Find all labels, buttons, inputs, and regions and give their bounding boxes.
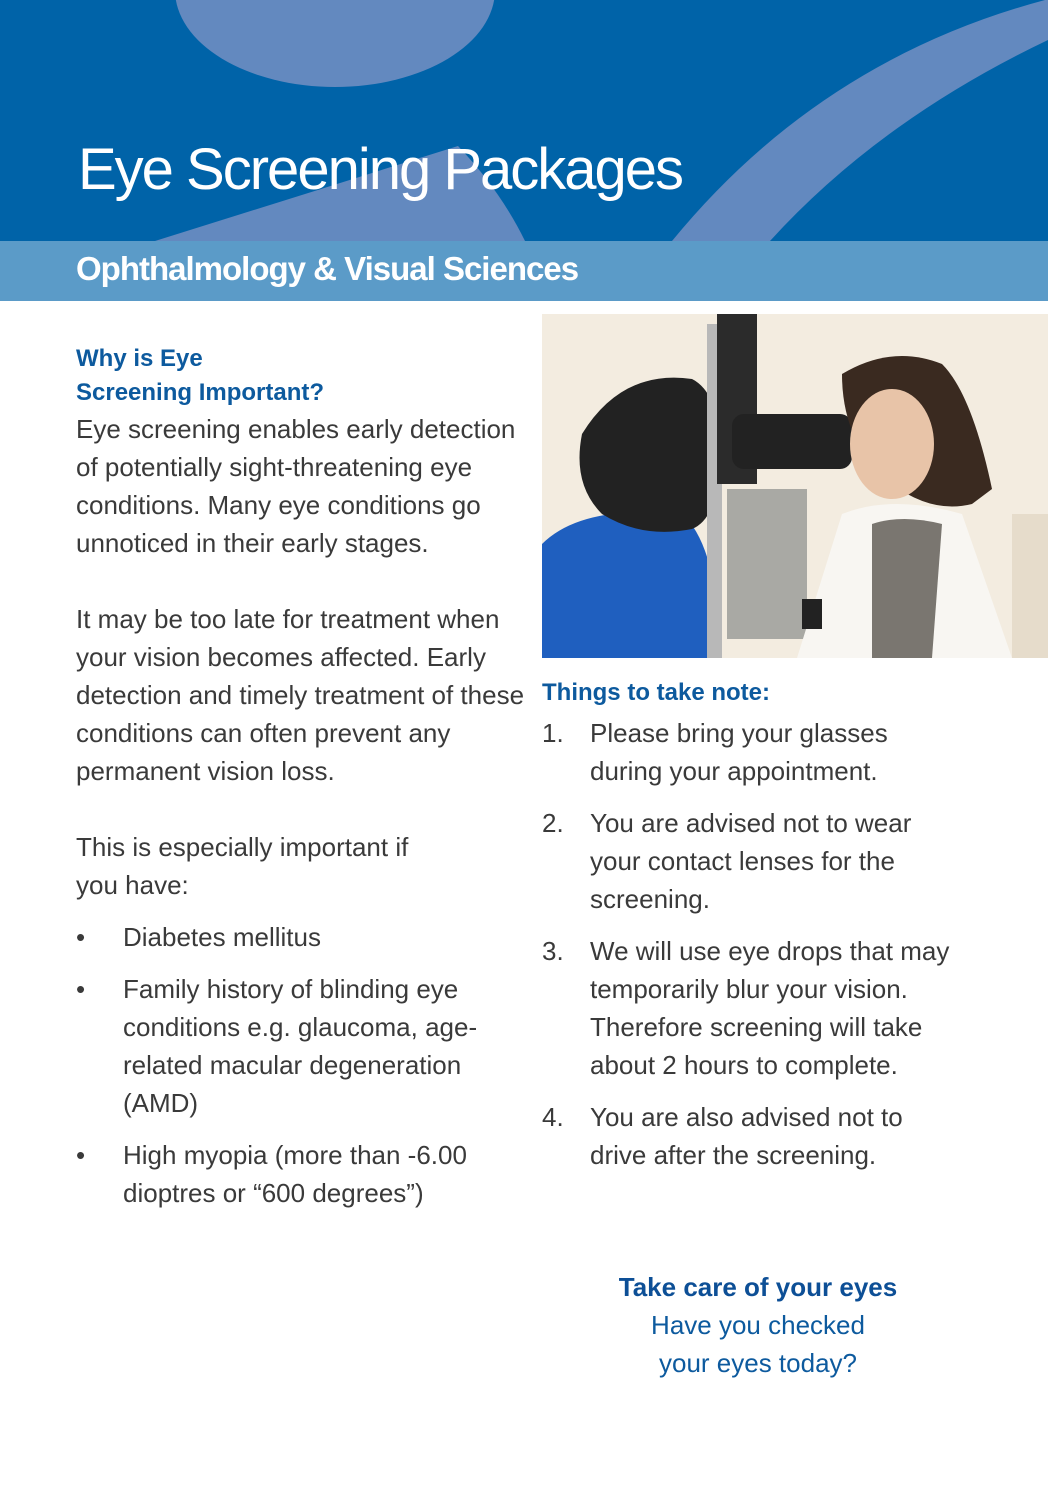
note-text: You are advised not to wear your contact lenses for the screening.	[590, 808, 912, 914]
condition-text: Family history of blinding eye conditions e.g. glaucoma, age-related macular degeneration (AMD)	[123, 974, 478, 1118]
heading-line: Why is Eye	[76, 345, 203, 372]
care-line: your eyes today?	[658, 1348, 857, 1378]
department-band	[0, 241, 1048, 301]
bullet: •	[76, 922, 86, 952]
list-item	[76, 1136, 526, 1212]
note-item	[542, 1098, 952, 1174]
note-text: You are also advised not to drive after the screening.	[590, 1102, 903, 1170]
department-name: Ophthalmology & Visual Sciences	[76, 250, 579, 287]
note-number: 4.	[542, 1102, 564, 1132]
heading-line: Screening Important?	[76, 379, 325, 406]
condition-text: Diabetes mellitus	[123, 922, 321, 952]
list-item	[76, 918, 526, 956]
notes-section	[542, 676, 1048, 1188]
care-title: Take care of your eyes	[618, 1272, 898, 1302]
note-text: Please bring your glasses during your appointment.	[590, 718, 888, 786]
decorative-shapes	[0, 0, 1048, 241]
notes-heading: Things to take note:	[542, 679, 770, 706]
bullet: •	[76, 974, 86, 1004]
condition-text: High myopia (more than -6.00 dioptres or “600 degrees”)	[123, 1140, 467, 1208]
bullet: •	[76, 1140, 86, 1170]
note-number: 2.	[542, 808, 564, 838]
note-item	[542, 932, 952, 1084]
note-item	[542, 804, 952, 918]
list-item	[76, 970, 526, 1122]
why-section	[76, 342, 526, 1212]
page-title: Eye Screening Packages	[78, 137, 683, 202]
notes-list	[542, 714, 952, 1174]
care-message	[560, 1268, 956, 1382]
note-number: 1.	[542, 718, 564, 748]
paragraph: Eye screening enables early detection of potentially sight-threatening eye conditions. Many eye conditions go unnoticed in their early stages.	[76, 414, 516, 558]
note-item	[542, 714, 952, 790]
conditions-list	[76, 918, 526, 1212]
why-heading	[76, 342, 526, 410]
care-line: Have you checked	[651, 1310, 865, 1340]
paragraph: This is especially important if you have:	[76, 832, 409, 900]
eye-exam-photo	[542, 314, 1048, 658]
note-number: 3.	[542, 936, 564, 966]
paragraph: It may be too late for treatment when your vision becomes affected. Early detection and timely treatment of these conditions can often prevent any permanent vision loss.	[76, 604, 525, 786]
note-text: We will use eye drops that may temporarily blur your vision. Therefore screening will take about 2 hours to complete.	[590, 936, 950, 1080]
header-banner	[0, 0, 1048, 241]
